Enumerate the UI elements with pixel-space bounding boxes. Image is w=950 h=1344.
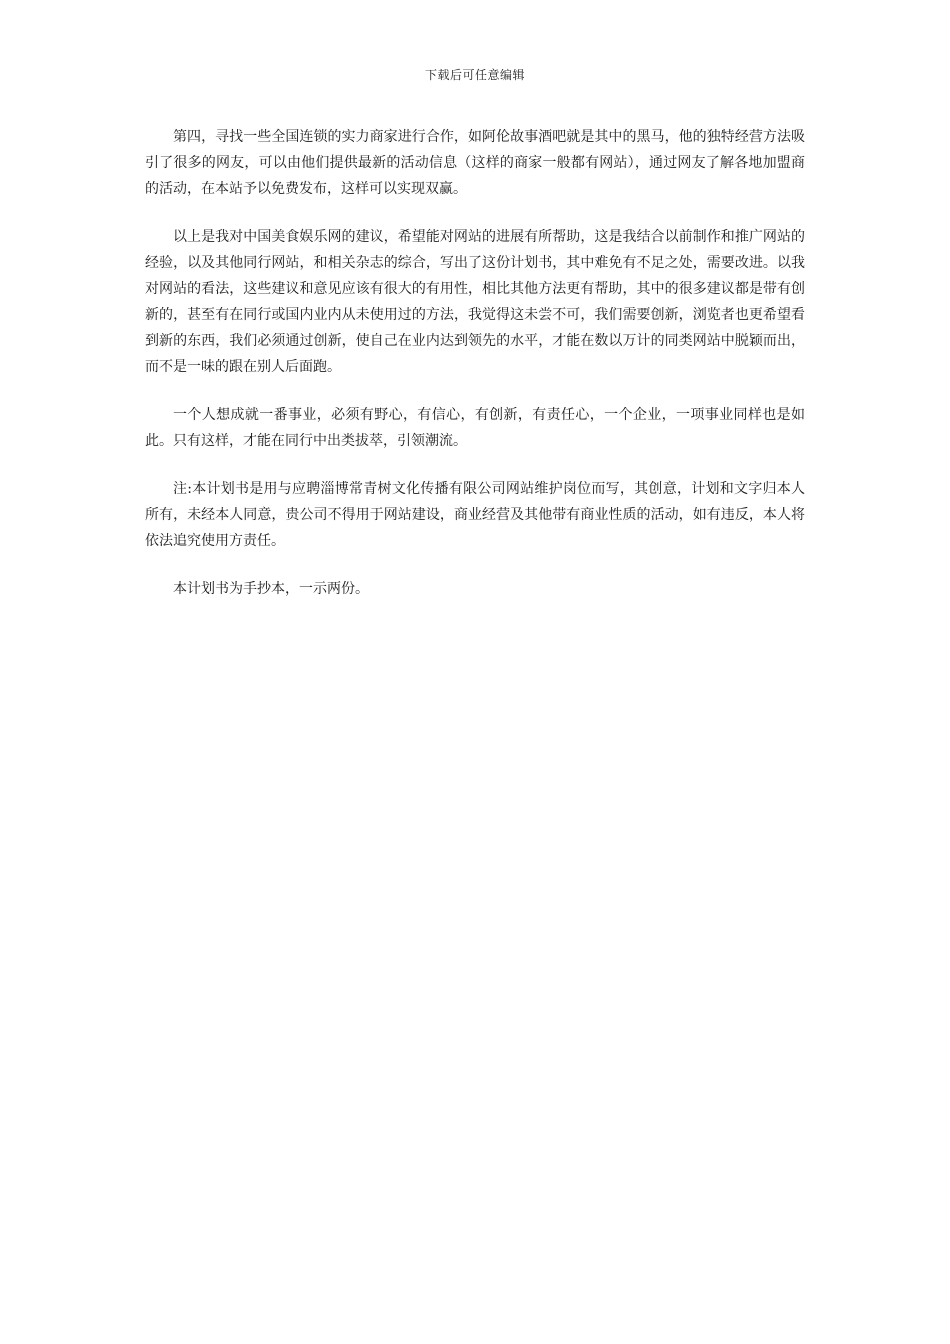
- paragraph-copyright-note: 注:本计划书是用与应聘淄博常青树文化传播有限公司网站维护岗位而写，其创意，计划和文字归本人所有，未经本人同意，贵公司不得用于网站建设，商业经营及其他带有商业性质的活动，如有违反，本人将依法追究使用方责任。: [145, 481, 805, 549]
- paragraph-summary: 以上是我对中国美食娱乐网的建议，希望能对网站的进展有所帮助，这是我结合以前制作和推广网站的经验，以及其他同行网站，和相关杂志的综合，写出了这份计划书，其中难免有不足之处，需要改进。以我对网站的看法，这些建议和意见应该有很大的有用性，相比其他方法更有帮助，其中的很多建议都是带有创新的，甚至有在同行或国内业内从未使用过的方法，我觉得这未尝不可，我们需要创新，浏览者也更希望看到新的东西，我们必须通过创新，使自己在业内达到领先的水平，才能在数以万计的同类网站中脱颖而出，而不是一味的跟在别人后面跑。: [145, 229, 805, 375]
- paragraph-fourth-cooperation: 第四，寻找一些全国连锁的实力商家进行合作，如阿伦故事酒吧就是其中的黑马，他的独特经营方法吸引了很多的网友，可以由他们提供最新的活动信息（这样的商家一般都有网站），通过网友了解各地加盟商的活动，在本站予以免费发布，这样可以实现双赢。: [145, 129, 805, 197]
- paragraph-copies: 本计划书为手抄本，一示两份。: [173, 581, 369, 597]
- paragraph-ambition: 一个人想成就一番事业，必须有野心，有信心，有创新，有责任心，一个企业，一项事业同样也是如此。只有这样，才能在同行中出类拔萃，引领潮流。: [145, 407, 805, 449]
- document-body: [145, 124, 805, 624]
- page-header: 下载后可任意编辑: [424, 68, 525, 82]
